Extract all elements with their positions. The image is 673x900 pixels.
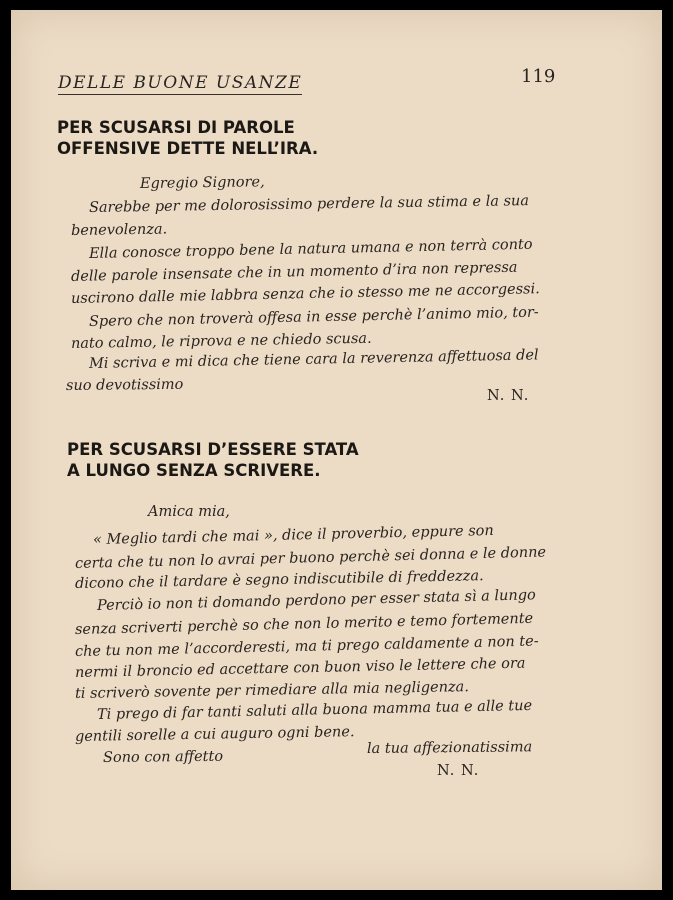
letter-2-salutation: Amica mia,	[148, 504, 230, 520]
letter-1-line-6: Spero che non troverà offesa in esse perchè l’animo mio, tor-	[88, 304, 539, 330]
letter-1-heading-line-1: PER SCUSARSI DI PAROLE	[57, 118, 295, 137]
letter-2-line-5: senza scriverti perchè so che non lo merito e temo fortemente	[74, 610, 534, 638]
letter-2-line-8: ti scriverò sovente per rimediare alla mia negligenza.	[74, 679, 470, 702]
letter-1-salutation: Egregio Signore,	[139, 174, 265, 192]
letter-1-line-2: benevolenza.	[70, 221, 168, 239]
letter-1-line-8: Mi scriva e mi dica che tiene cara la reverenza affettuosa del	[88, 347, 539, 372]
running-header: DELLE BUONE USANZE	[58, 73, 303, 93]
letter-1-signature: N. N.	[487, 388, 530, 404]
letter-2-line-3: dicono che il tardare è segno indiscutibile di freddezza.	[74, 568, 484, 592]
letter-2-line-7: nermi il broncio ed accettare con buon viso le lettere che ora	[74, 655, 526, 681]
letter-1-line-1: Sarebbe per me dolorosissimo perdere la sua stima e la sua	[88, 193, 530, 216]
letter-2-signature: N. N.	[437, 763, 480, 779]
letter-2-line-9: Ti prego di far tanti saluti alla buona mamma tua e alle tue	[96, 697, 533, 723]
letter-2-heading-line-1: PER SCUSARSI D’ESSERE STATA	[67, 440, 359, 459]
letter-2-line-10: gentili sorelle a cui auguro ogni bene.	[74, 724, 355, 745]
letter-2-line-1: « Meglio tardi che mai », dice il proverbio, eppure son	[92, 522, 494, 548]
book-page	[11, 10, 662, 890]
letter-1-line-5: uscirono dalle mie labbra senza che io stesso me ne accorgessi.	[70, 281, 540, 307]
letter-2-line-2: certa che tu non lo avrai per buono perchè sei donna e le donne	[74, 544, 547, 572]
letter-2-line-6: che tu non me l’accorderesti, ma ti prego caldamente a non te-	[74, 633, 539, 660]
letter-1-line-9: suo devotissimo	[65, 376, 184, 394]
letter-2-closing-right: la tua affezionatissima	[366, 739, 533, 757]
letter-2-closing-left: Sono con affetto	[102, 748, 224, 766]
letter-1-heading-line-2: OFFENSIVE DETTE NELL’IRA.	[57, 139, 319, 158]
letter-2-heading-line-2: A LUNGO SENZA SCRIVERE.	[67, 461, 321, 480]
letter-1-line-4: delle parole insensate che in un momento d’ira non repressa	[70, 259, 518, 285]
page-number: 119	[521, 66, 556, 87]
letter-1-line-3: Ella conosce troppo bene la natura umana e non terrà conto	[88, 236, 533, 262]
letter-1-line-7: nato calmo, le riprova e ne chiedo scusa.	[70, 330, 372, 352]
letter-2-line-4: Perciò io non ti domando perdono per esser stata sì a lungo	[96, 587, 536, 614]
